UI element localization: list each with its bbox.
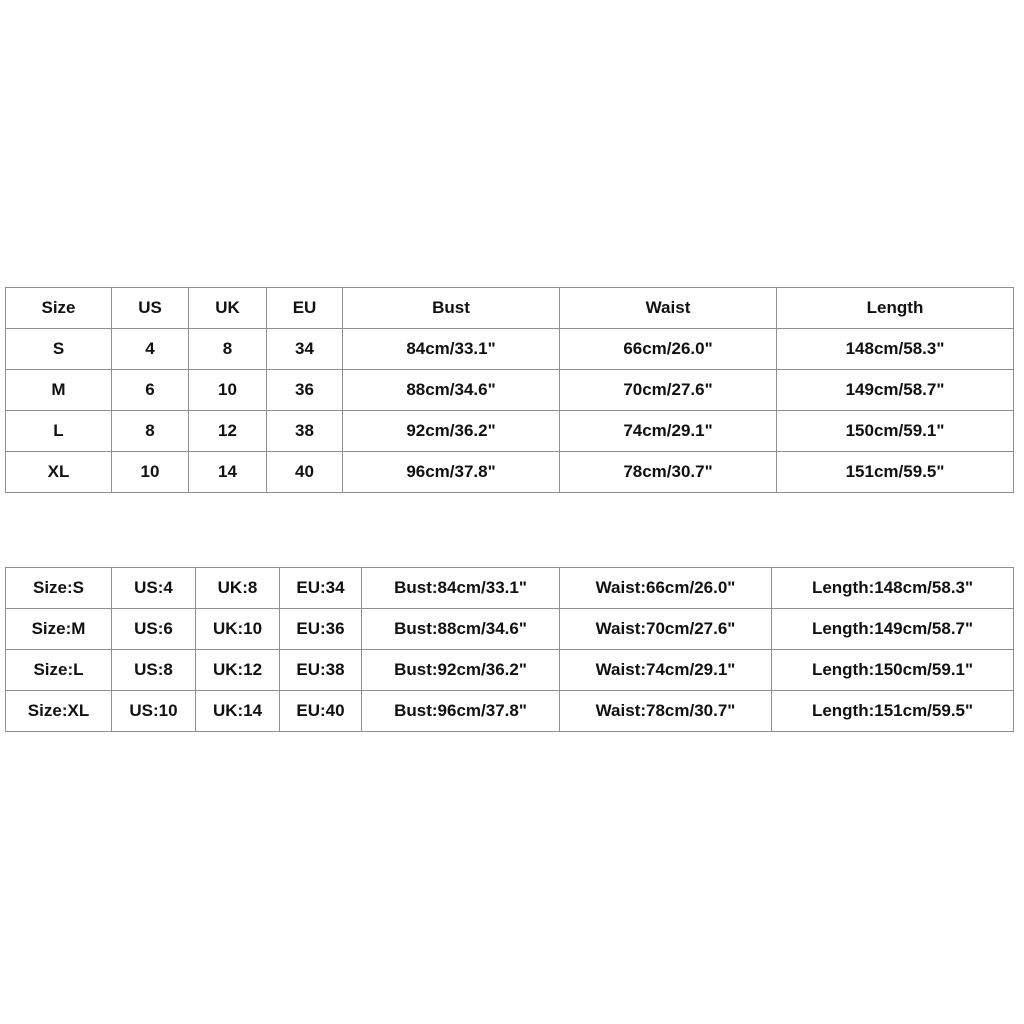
header-row xyxy=(6,288,1014,329)
table-cell: 96cm/37.8" xyxy=(343,452,560,493)
table-cell: Bust:84cm/33.1" xyxy=(362,568,560,609)
table-cell: 36 xyxy=(267,370,343,411)
table-row xyxy=(6,650,1014,691)
table-cell: 34 xyxy=(267,329,343,370)
table-cell: Length:148cm/58.3" xyxy=(772,568,1014,609)
table-cell: 38 xyxy=(267,411,343,452)
table-cell: EU:40 xyxy=(280,691,362,732)
table-row xyxy=(6,609,1014,650)
header-cell-length: Length xyxy=(777,288,1014,329)
table-cell: 10 xyxy=(112,452,189,493)
table-cell: 88cm/34.6" xyxy=(343,370,560,411)
table-cell: Waist:70cm/27.6" xyxy=(560,609,772,650)
table-cell: Waist:74cm/29.1" xyxy=(560,650,772,691)
table-cell: Waist:66cm/26.0" xyxy=(560,568,772,609)
table-row xyxy=(6,568,1014,609)
table-cell: 8 xyxy=(189,329,267,370)
table-cell: 150cm/59.1" xyxy=(777,411,1014,452)
table-cell: 149cm/58.7" xyxy=(777,370,1014,411)
table-cell: 148cm/58.3" xyxy=(777,329,1014,370)
header-cell-us: US xyxy=(112,288,189,329)
table-cell: 74cm/29.1" xyxy=(560,411,777,452)
table-cell: 40 xyxy=(267,452,343,493)
table-cell: 84cm/33.1" xyxy=(343,329,560,370)
header-cell-uk: UK xyxy=(189,288,267,329)
table-cell: US:6 xyxy=(112,609,196,650)
table-cell: 70cm/27.6" xyxy=(560,370,777,411)
table-cell: EU:36 xyxy=(280,609,362,650)
table-row xyxy=(6,370,1014,411)
table-cell: Length:150cm/59.1" xyxy=(772,650,1014,691)
table-cell: 78cm/30.7" xyxy=(560,452,777,493)
table-cell: Bust:88cm/34.6" xyxy=(362,609,560,650)
table-cell: 8 xyxy=(112,411,189,452)
table-row xyxy=(6,691,1014,732)
table-cell: 6 xyxy=(112,370,189,411)
table-cell: M xyxy=(6,370,112,411)
header-cell-waist: Waist xyxy=(560,288,777,329)
header-cell-eu: EU xyxy=(267,288,343,329)
table-cell: 66cm/26.0" xyxy=(560,329,777,370)
table-cell: 10 xyxy=(189,370,267,411)
table-cell: Size:S xyxy=(6,568,112,609)
table-cell: Size:M xyxy=(6,609,112,650)
table-cell: US:4 xyxy=(112,568,196,609)
table-cell: UK:8 xyxy=(196,568,280,609)
table-cell: US:8 xyxy=(112,650,196,691)
table-cell: XL xyxy=(6,452,112,493)
table-cell: Bust:92cm/36.2" xyxy=(362,650,560,691)
size-label-table xyxy=(5,567,1014,732)
table-cell: US:10 xyxy=(112,691,196,732)
table-cell: Size:L xyxy=(6,650,112,691)
table-row xyxy=(6,329,1014,370)
table-cell: EU:34 xyxy=(280,568,362,609)
table-row xyxy=(6,452,1014,493)
table-cell: EU:38 xyxy=(280,650,362,691)
table-cell: S xyxy=(6,329,112,370)
header-cell-bust: Bust xyxy=(343,288,560,329)
table-cell: Size:XL xyxy=(6,691,112,732)
table-cell: UK:12 xyxy=(196,650,280,691)
table-cell: L xyxy=(6,411,112,452)
table-cell: 14 xyxy=(189,452,267,493)
table-cell: 12 xyxy=(189,411,267,452)
table-cell: Length:149cm/58.7" xyxy=(772,609,1014,650)
size-chart-table xyxy=(5,287,1014,493)
table-cell: UK:10 xyxy=(196,609,280,650)
header-cell-size: Size xyxy=(6,288,112,329)
table-cell: UK:14 xyxy=(196,691,280,732)
table-cell: 4 xyxy=(112,329,189,370)
table-cell: Bust:96cm/37.8" xyxy=(362,691,560,732)
table-row xyxy=(6,411,1014,452)
table-cell: 151cm/59.5" xyxy=(777,452,1014,493)
table-cell: 92cm/36.2" xyxy=(343,411,560,452)
table-cell: Length:151cm/59.5" xyxy=(772,691,1014,732)
table-cell: Waist:78cm/30.7" xyxy=(560,691,772,732)
